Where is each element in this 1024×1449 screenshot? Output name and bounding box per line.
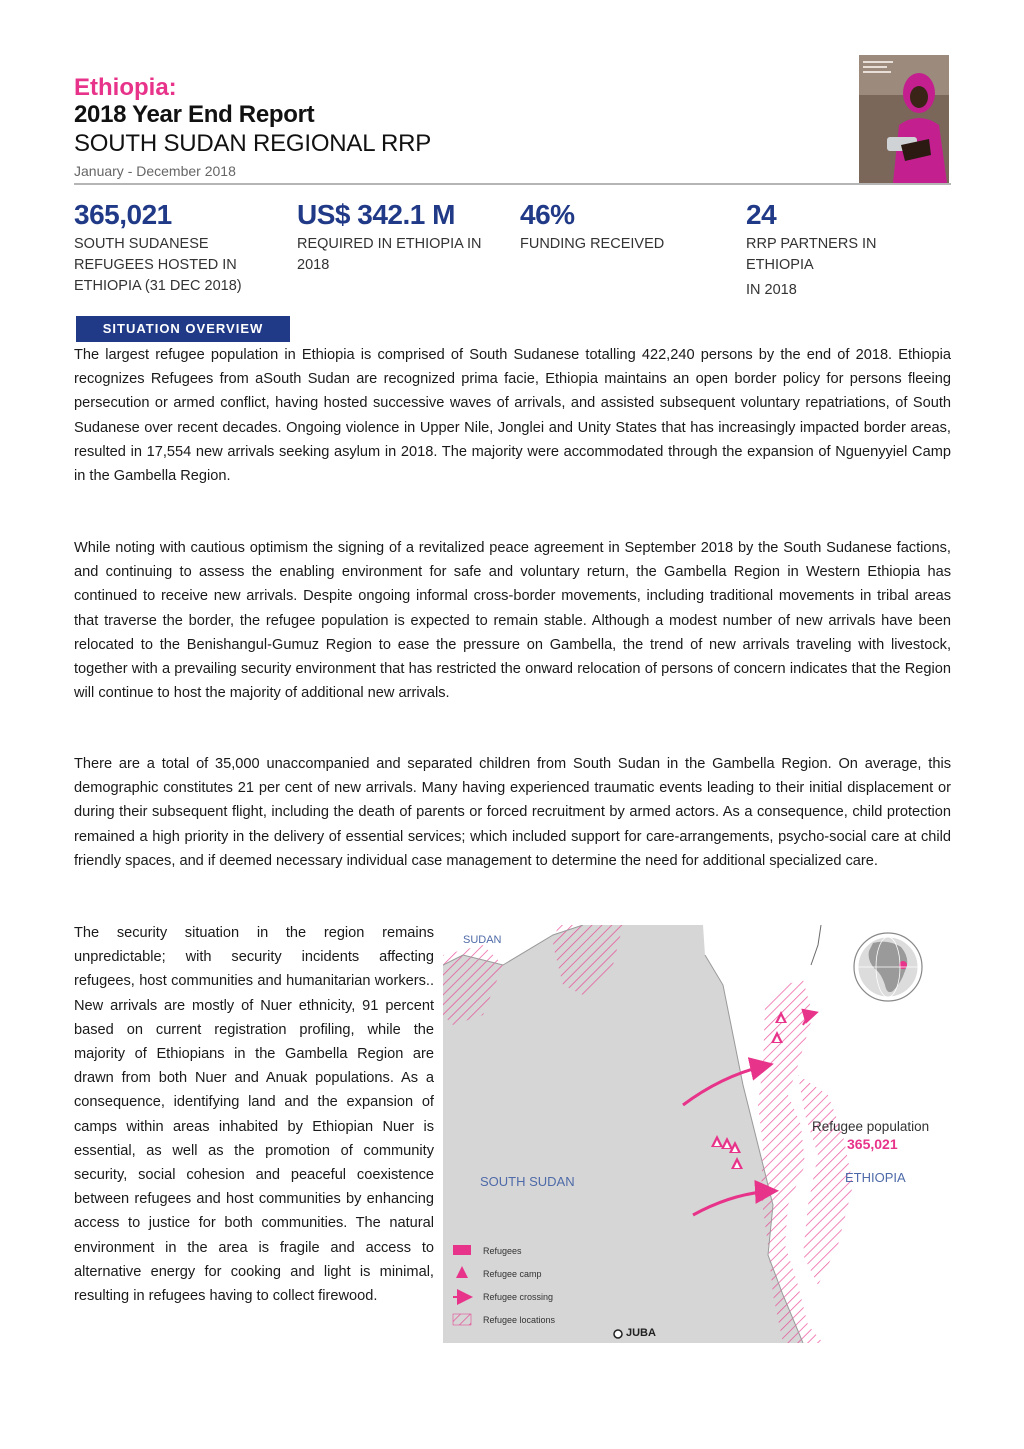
stat-required	[297, 198, 512, 276]
legend-refugee-crossing: Refugee crossing	[483, 1292, 554, 1302]
stat-partners	[746, 198, 961, 301]
stat-value: 365,021	[74, 199, 172, 230]
paragraph: The security situation in the region remains unpredictable; with security incidents affecting refugees, host communities and humanitarian workers.. New arrivals are mostly of Nuer ethnicity, 91 percent based on current registration profiling, while the majority of Ethiopians in the Gambella Region are drawn from both Nuer and Anuak populations. As a consequence, identifying land and the expansion of camps within areas inhabited by Ethiopian Nuer is essential, as well as the promotion of community security, social cohesion and peaceful coexistence between refugees and host communities by enhancing access to justice for both communities. The natural environment in the area is fragile and access to alternative energy for cooking and light is minimal, resulting in refugees having to collect firewood.	[74, 925, 434, 1305]
map-label-juba: JUBA	[626, 1327, 656, 1339]
stat-funding	[520, 198, 735, 255]
stat-label: REQUIRED IN ETHIOPIA IN 2018	[297, 236, 482, 273]
stat-refugees	[74, 198, 289, 297]
header-rule	[74, 183, 951, 185]
globe-icon	[854, 933, 922, 1001]
report-title: 2018 Year End Report	[74, 101, 315, 128]
legend-refugee-camp: Refugee camp	[483, 1269, 542, 1279]
south-sudan-land	[443, 925, 803, 1343]
legend-refugees: Refugees	[483, 1246, 522, 1256]
map-label-refugee-population: Refugee population	[812, 1119, 930, 1134]
stat-label: FUNDING RECEIVED	[520, 236, 665, 252]
report-period: January - December 2018	[74, 163, 236, 179]
region-map	[443, 925, 951, 1343]
legend-refugee-locations: Refugee locations	[483, 1315, 556, 1325]
paragraph: The largest refugee population in Ethiopia is comprised of South Sudanese totalling 422,240 persons by the end of 2018. Ethiopia recognizes Refugees from aSouth Sudan are recognized prima facie, Ethiopia maintains an open border policy for persons fleeing persecution or armed conflict, having hosted successive waves of arrivals, and assisted subsequent voluntary repatriations, of South Sudanese over recent decades. Ongoing violence in Upper Nile, Jonglei and Unity States that has increasingly impacted border areas, resulted in 17,554 new arrivals seeking asylum in 2018. The majority were accommodated through the expansion of Nguenyyiel Camp in the Gambella Region.	[74, 347, 951, 485]
stat-value: 24	[746, 199, 777, 230]
map-label-south-sudan: SOUTH SUDAN	[480, 1174, 575, 1189]
stat-value: 46%	[520, 199, 575, 230]
stat-extra: IN 2018	[746, 282, 797, 298]
country-heading: Ethiopia:	[74, 74, 177, 101]
section-banner: SITUATION OVERVIEW	[76, 316, 290, 342]
cover-photo	[859, 55, 949, 183]
stat-label: RRP PARTNERS IN ETHIOPIA	[746, 236, 877, 273]
stat-value: US$ 342.1 M	[297, 199, 455, 230]
paragraph: There are a total of 35,000 unaccompanied and separated children from South Sudan in the Gambella Region. On average, this demographic constitutes 21 per cent of new arrivals. Many having experienced traumatic events leading to their initial displacement or during their subsequent flight, including the death of parents or forced recruitment by armed actors. As a consequence, child protection remained a high priority in the delivery of essential services; which included support for care-arrangements, psycho-social care at child friendly spaces, and if deemed necessary individual case management to determine the need for additional specialized care.	[74, 756, 951, 869]
map-label-ethiopia: ETHIOPIA	[845, 1170, 906, 1185]
map-label-sudan: SUDAN	[463, 934, 502, 946]
juba-marker	[614, 1330, 622, 1338]
map-value-refugee-population: 365,021	[847, 1136, 898, 1152]
stat-label: SOUTH SUDANESE REFUGEES HOSTED IN ETHIOPIA (31 DEC 2018)	[74, 236, 242, 294]
report-subtitle: SOUTH SUDAN REGIONAL RRP	[74, 130, 432, 157]
paragraph: While noting with cautious optimism the signing of a revitalized peace agreement in September 2018 by the South Sudanese factions, and continuing to assess the enabling environment for safe and voluntary return, the Gambella Region in Western Ethiopia has continued to receive new arrivals. Despite ongoing informal cross-border movements, including traditional movements in tribal areas that traverse the border, the refugee population is expected to remain stable. Although a modest number of new arrivals have been relocated to the Benishangul-Gumuz Region to ease the pressure on Gambella, the trend of new arrivals traveling with livestock, together with a prevailing security environment that has restricted the onward relocation of persons of concern indicates that the Region will continue to host the majority of additional new arrivals.	[74, 540, 951, 702]
